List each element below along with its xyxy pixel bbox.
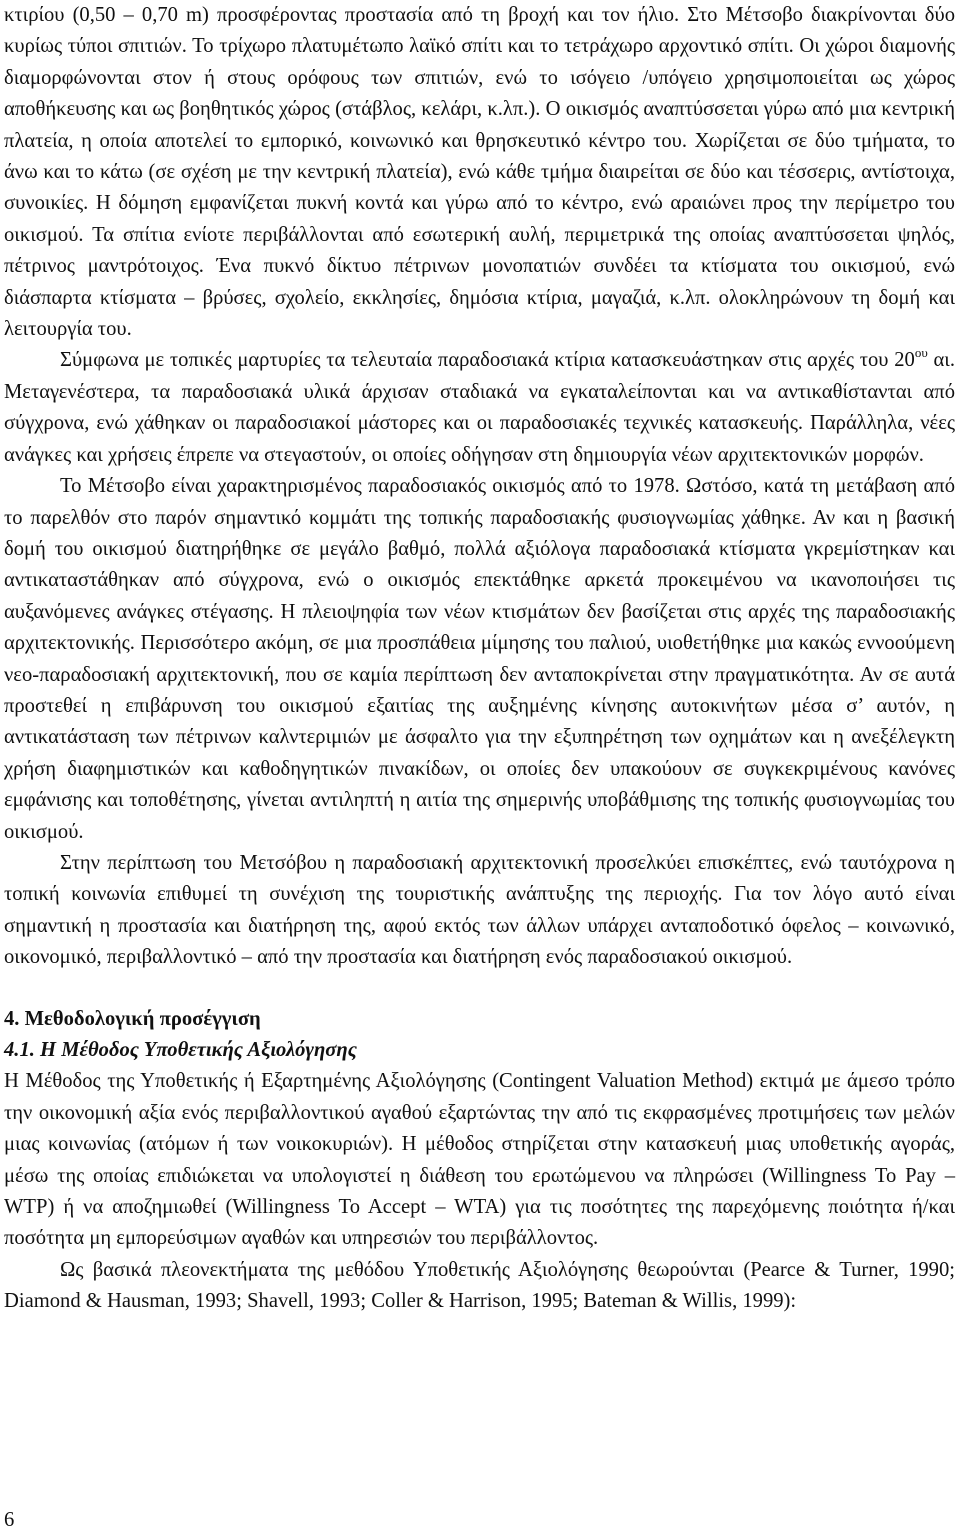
section-heading: 4. Μεθοδολογική προσέγγιση xyxy=(4,1007,261,1030)
page-number: 6 xyxy=(4,1509,15,1531)
superscript-ordinal: ου xyxy=(914,345,928,361)
document-page xyxy=(4,0,955,1318)
section-spacer xyxy=(4,974,955,1004)
paragraph-houses-and-layout: κτιρίου (0,50 – 0,70 m) προσφέροντας προστασία από τη βροχή και τον ήλιο. Στο Μέτσοβο διακρίνονται δύο κυρίως τύποι σπιτιών. Το τρίχωρο πλατυμέτωπο λαϊκό σπίτι και το τετράχωρο αρχοντικό σπίτι. Οι χώροι διαμονής διαμορφώνονται στον ή στους ορόφους των σπιτιών, ενώ το ισόγειο /υπόγειο χρησιμοποιείται ως χώρος αποθήκευσης και ως βοηθητικός χώρος (στάβλος, κελάρι, κ.λπ.). Ο οικισμός αναπτύσσεται γύρω από μια κεντρική πλατεία, η οποία αποτελεί το εμπορικό, κοινωνικό και θρησκευτικό κέντρο του. Χωρίζεται σε δύο τμήματα, το άνω και το κάτω (σε σχέση με την κεντρική πλατεία), ενώ κάθε τμήμα διαιρείται σε δύο και τέσσερις, αντίστοιχα, συνοικίες. Η δόμηση εμφανίζεται πυκνή κοντά και γύρω από το κέντρο, ενώ αραιώνει προς την περίμετρο του οικισμού. Τα σπίτια ενίοτε περιβάλλονται από εσωτερική αυλή, περιμετρικά της οποίας αναπτύσσεται ψηλός, πέτρινος μαντρότοιχος. Ένα πυκνό δίκτυο πέτρινων μονοπατιών συνδέει τα κτίσματα του οικισμού, ενώ διάσπαρτα κτίσματα – βρύσες, σχολείο, εκκλησίες, δημόσια κτίρια, μαγαζιά, κ.λπ. ολοκληρώνουν τη δομή και λειτουργία του. xyxy=(4,4,955,341)
paragraph-text-part: αι. Μεταγενέστερα, τα παραδοσιακά υλικά άρχισαν σταδιακά να εγκαταλείπονται και να αντικαθίστανται από σύγχρονα, ενώ χάθηκαν οι παραδοσιακοί μάστορες και οι παραδοσιακές τεχνικές κατασκευής. Παράλληλα, νέες ανάγκες και χρήσεις έπρεπε να στεγαστούν, οι οποίες οδήγησαν στη δημιουργία νέων αρχιτεκτονικών μορφών. xyxy=(4,349,955,466)
subsection-heading: 4.1. Η Μέθοδος Υποθετικής Αξιολόγησης xyxy=(4,1039,357,1061)
paragraph-method-description: Η Μέθοδος της Υποθετικής ή Εξαρτημένης Αξιολόγησης (Contingent Valuation Method) εκτιμά με άμεσο τρόπο την οικονομική αξία ενός περιβαλλοντικού αγαθού εξαρτώντας την από τις εκφρασμένες προτιμήσεις των μελών μιας κοινωνίας (ατόμων ή των νοικοκυριών). Η μέθοδος στηρίζεται στην κατασκευή μιας υποθετικής αγοράς, μέσω της οποίας επιδιώκεται να υπολογιστεί η διάθεση του ερωτώμενου να πληρώσει (Willingness To Pay – WTP) ή να αποζημιωθεί (Willingness To Accept – WTA) για τις ποσότητες της παρεχόμενης ποιότητα ή/και ποσότητα μη εμπορεύσιμων αγαθών και υπηρεσιών του περιβάλλοντος. xyxy=(4,1070,955,1250)
paragraph-method-advantages: Ως βασικά πλεονεκτήματα της μεθόδου Υποθετικής Αξιολόγησης θεωρούνται (Pearce & Turner, 1990; Diamond & Hausman, 1993; Shavell, 1993; Coller & Harrison, 1995; Bateman & Willis, 1999): xyxy=(4,1258,955,1313)
paragraph-text-part: Σύμφωνα με τοπικές μαρτυρίες τα τελευταία παραδοσιακά κτίρια κατασκευάστηκαν στις αρχές του 20 xyxy=(60,349,915,372)
paragraph-settlement-degradation: Το Μέτσοβο είναι χαρακτηρισμένος παραδοσιακός οικισμός από το 1978. Ωστόσο, κατά τη μετάβαση από το παρελθόν στο παρόν σημαντικό κομμάτι της τοπικής παραδοσιακής φυσιογνωμίας χάθηκε. Αν και η βασική δομή του οικισμού διατηρήθηκε σε μεγάλο βαθμό, πολλά αξιόλογα παραδοσιακά κτίσματα γκρεμίστηκαν και αντικαταστάθηκαν από σύγχρονα, ενώ ο οικισμός επεκτάθηκε αρκετά προκειμένου να ικανοποιήσει τις αυξανόμενες ανάγκες στέγασης. Η πλειοψηφία των νέων κτισμάτων δεν βασίζεται στις αρχές της παραδοσιακής αρχιτεκτονικής. Περισσότερο ακόμη, σε μια προσπάθεια μίμησης του παλιού, υιοθετήθηκε μια κακώς εννοούμενη νεο-παραδοσιακή αρχιτεκτονική, που σε καμία περίπτωση δεν ανταποκρίνεται στην πραγματικότητα. Αν σε αυτά προστεθεί η επιβάρυνση του οικισμού εξαιτίας της αυξημένης κίνησης αυτοκινήτων μέσα σ’ αυτόν, η αντικατάσταση των πέτρινων καλντεριμιών με άσφαλτο για την εξυπηρέτηση των οχημάτων και η ανεξέλεγκτη χρήση διαφημιστικών και καθοδηγητικών πινακίδων, οι οποίες δεν υπακούουν σε συγκεκριμένους κανόνες εμφάνισης και τοποθέτησης, γίνεται αντιληπτή η αιτία της σημερινής υποβάθμισης της τοπικής φυσιογνωμίας του οικισμού. xyxy=(4,475,955,843)
paragraph-tourism-protection: Στην περίπτωση του Μετσόβου η παραδοσιακή αρχιτεκτονική προσελκύει επισκέπτες, ενώ ταυτόχρονα η τοπική κοινωνία επιθυμεί τη συνέχιση της τουριστικής ανάπτυξης της περιοχής. Για τον λόγο αυτό είναι σημαντική η προστασία και διατήρηση της, αφού εκτός των άλλων υπάρχει ανταποδοτικό όφελος – κοινωνικό, οικονομικό, περιβαλλοντικό – από την προστασία και διατήρηση ενός παραδοσιακού οικισμού. xyxy=(4,851,955,969)
paragraph-traditional-buildings xyxy=(4,345,955,471)
